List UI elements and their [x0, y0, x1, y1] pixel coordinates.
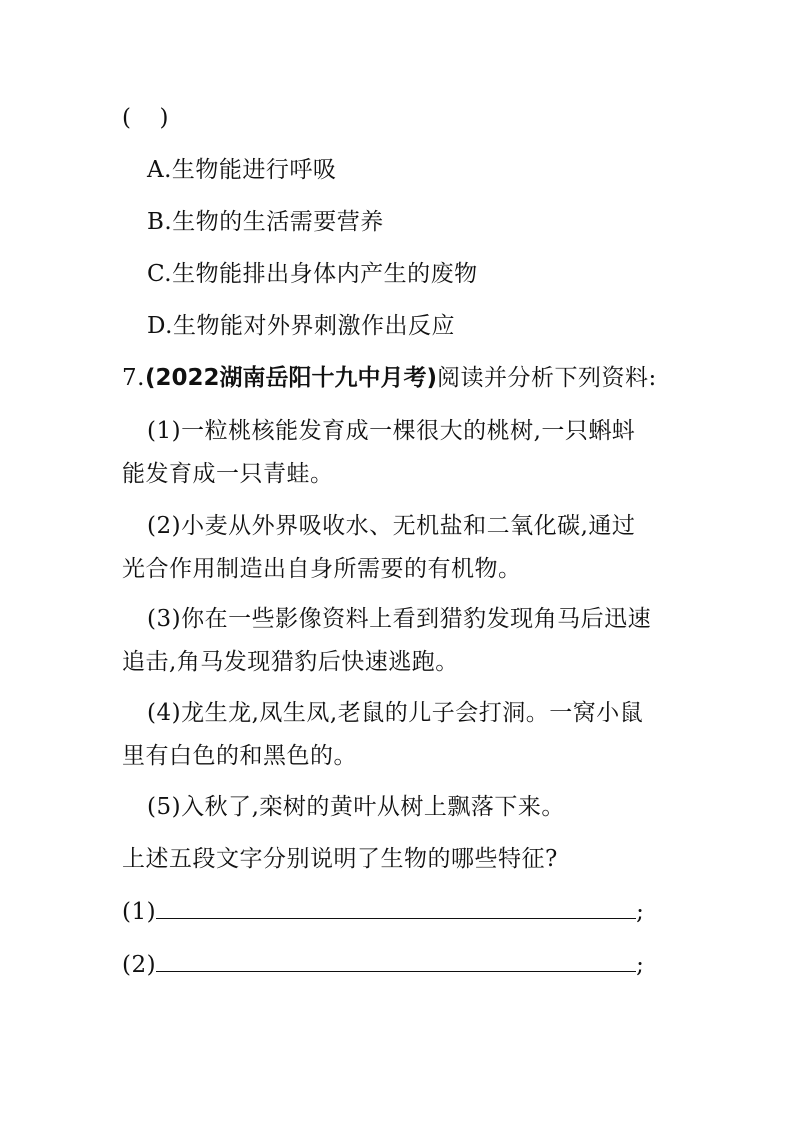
- material-4-line-1: (4)龙生龙,凤生凤,老鼠的儿子会打洞。一窝小鼠: [147, 700, 644, 726]
- question-source: (2022湖南岳阳十九中月考): [144, 365, 437, 391]
- option-text: 生物能对外界刺激作出反应: [172, 313, 455, 339]
- answer-row-2: [122, 950, 644, 980]
- option-d: [147, 311, 455, 341]
- option-text: 生物的生活需要营养: [172, 209, 384, 235]
- answer-end: ;: [636, 899, 645, 925]
- material-3-line-1: (3)你在一些影像资料上看到猎豹发现角马后迅速: [147, 606, 652, 632]
- material-2-line-2: 光合作用制造出自身所需要的有机物。: [122, 556, 522, 582]
- option-letter: A.: [147, 157, 172, 183]
- answer-blank-2[interactable]: [156, 951, 636, 972]
- answer-label: (2): [122, 952, 157, 978]
- question-number: 7.: [122, 365, 145, 391]
- question-text: 上述五段文字分别说明了生物的哪些特征?: [122, 846, 558, 872]
- question-7-header: [122, 363, 657, 393]
- answer-blank-1[interactable]: [156, 898, 636, 919]
- option-c: [147, 259, 478, 289]
- option-letter: C.: [147, 261, 173, 287]
- option-letter: B.: [147, 209, 173, 235]
- answer-end: ;: [636, 952, 645, 978]
- option-letter: D.: [147, 313, 173, 339]
- option-text: 生物能进行呼吸: [171, 157, 337, 183]
- close-paren: ): [159, 105, 169, 131]
- answer-parentheses: [122, 103, 169, 133]
- material-1-line-1: (1)一粒桃核能发育成一棵很大的桃树,一只蝌蚪: [147, 418, 636, 444]
- open-paren: (: [122, 105, 132, 131]
- option-a: [147, 155, 336, 185]
- material-4-line-2: 里有白色的和黑色的。: [122, 743, 357, 769]
- question-prompt: 阅读并分析下列资料:: [437, 365, 657, 391]
- answer-label: (1): [122, 899, 157, 925]
- option-text: 生物能排出身体内产生的废物: [172, 261, 478, 287]
- material-1-line-2: 能发育成一只青蛙。: [122, 461, 334, 487]
- answer-row-1: [122, 897, 644, 927]
- material-5-line-1: (5)入秋了,栾树的黄叶从树上飘落下来。: [147, 794, 565, 820]
- option-b: [147, 207, 384, 237]
- material-2-line-1: (2)小麦从外界吸收水、无机盐和二氧化碳,通过: [147, 513, 636, 539]
- material-3-line-2: 追击,角马发现猎豹后快速逃跑。: [122, 649, 459, 675]
